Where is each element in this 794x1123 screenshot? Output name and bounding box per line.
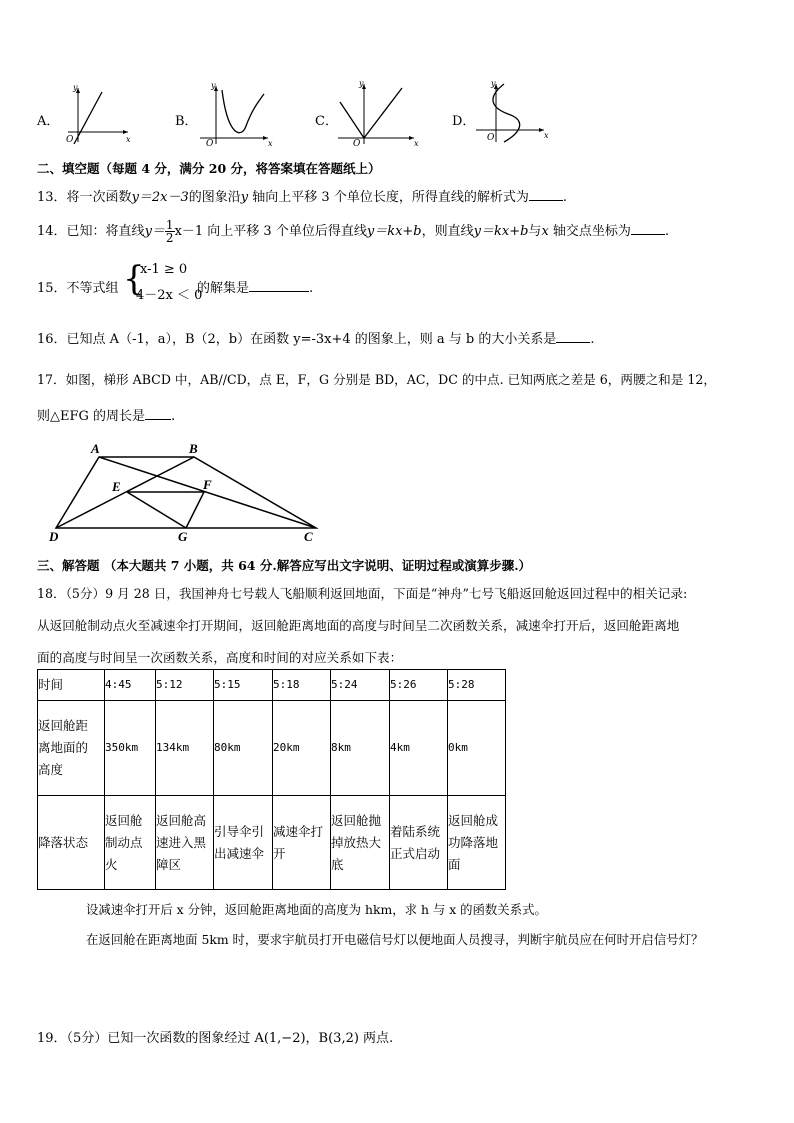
svg-text:x: x: [268, 139, 273, 146]
table-cell: 4km: [390, 701, 448, 796]
inequality-2: 4－2x ＜ 0: [136, 288, 203, 303]
choice-b-label: B．: [175, 114, 198, 129]
trapezoid-figure: [44, 440, 334, 546]
table-cell: 5:18: [273, 670, 331, 701]
question-16: 16．已知点 A（-1，a），B（2，b）在函数 y=-3x+4 的图象上，则 a 与 b 的大小关系是 .: [37, 328, 595, 347]
vertex-d-label: D: [49, 529, 59, 544]
choice-c-label: C．: [315, 114, 338, 129]
question-18-line1: 18．（5分）9 月 28 日，我国神舟七号载人飞船顺利返回地面，下面是“神舟”七号飞船返回舱返回过程中的相关记录:: [37, 586, 688, 601]
answer-blank[interactable]: [529, 187, 563, 201]
table-cell: 引导伞引 出减速伞: [214, 796, 273, 890]
question-15-suffix: 的解集是 .: [197, 277, 313, 296]
table-cell: 5:24: [331, 670, 390, 701]
table-cell: 5:12: [156, 670, 214, 701]
question-19: 19．（5分）已知一次函数的图象经过 A(1,−2)，B(3,2) 两点.: [37, 1031, 394, 1046]
svg-text:O: O: [206, 139, 214, 146]
choice-a-graph: [64, 80, 140, 146]
table-cell: 返回舱 制动点 火: [105, 796, 156, 890]
y-axis-label: y: [73, 83, 78, 92]
table-row-time: [38, 670, 506, 701]
table-cell: 着陆系统 正式启动: [390, 796, 448, 890]
question-15-prefix: 15．不等式组: [37, 281, 119, 296]
svg-text:x: x: [544, 131, 549, 140]
svg-text:y: y: [359, 79, 364, 88]
inequality-1: x-1 ≥ 0: [140, 262, 188, 277]
choice-d-label: D．: [452, 114, 476, 129]
table-row-state: [38, 796, 506, 890]
svg-text:y: y: [491, 79, 496, 88]
choice-a-label: A．: [37, 114, 60, 129]
x-axis-label: x: [126, 135, 131, 144]
table-header-state: 降落状态: [38, 796, 105, 890]
table-row-height: [38, 701, 506, 796]
table-cell: 返回舱高 速进入黑 障区: [156, 796, 214, 890]
landing-data-table: [37, 669, 506, 890]
svg-text:O: O: [487, 133, 495, 143]
choice-c-graph: [336, 78, 422, 146]
table-cell: 减速伞打 开: [273, 796, 331, 890]
table-cell: 8km: [331, 701, 390, 796]
fraction-one-half: $\frac{1}{2}$: [165, 218, 174, 245]
choice-d-graph: [474, 78, 554, 144]
question-18-line3: 面的高度与时间呈一次函数关系，高度和时间的对应关系如下表：: [37, 650, 403, 665]
point-e-label: E: [112, 479, 121, 494]
section-3-heading: 三、解答题 （本大题共 7 小题，共 64 分.解答应写出文字说明、证明过程或演算步骤.）: [37, 558, 532, 573]
svg-text:O: O: [353, 139, 361, 146]
table-cell: 134km: [156, 701, 214, 796]
table-cell: 5:15: [214, 670, 273, 701]
point-f-label: F: [203, 477, 212, 492]
answer-blank[interactable]: [249, 278, 309, 292]
question-18-line2: 从返回舱制动点火至减速伞打开期间，返回舱距离地面的高度与时间呈二次函数关系，减速伞打开后，返回舱距离地: [37, 618, 680, 633]
svg-text:x: x: [414, 139, 419, 146]
svg-text:y: y: [211, 81, 216, 90]
system-brace: {: [123, 259, 145, 299]
table-cell: 20km: [273, 701, 331, 796]
vertex-b-label: B: [189, 441, 198, 456]
question-18-sub1: 设减速伞打开后 x 分钟，返回舱距离地面的高度为 hkm，求 h 与 x 的函数关系式。: [86, 902, 547, 917]
table-cell: 5:26: [390, 670, 448, 701]
origin-label: O: [66, 135, 74, 145]
table-cell: 350km: [105, 701, 156, 796]
point-g-label: G: [178, 529, 188, 544]
table-cell: 返回舱抛 掉放热大 底: [331, 796, 390, 890]
table-header-time: 时间: [38, 670, 105, 701]
question-17-line1: 17．如图，梯形 ABCD 中，AB//CD，点 E，F，G 分别是 BD，AC，DC 的中点. 已知两底之差是 6，两腰之和是 12，: [37, 372, 716, 387]
answer-blank[interactable]: [631, 221, 665, 235]
choice-b-graph: [198, 80, 278, 146]
table-cell: 返回舱成 功降落地 面: [448, 796, 506, 890]
question-13: 13．将一次函数y＝2x－3的图象沿y 轴向上平移 3 个单位长度，所得直线的解析式为 .: [37, 186, 567, 205]
table-cell: 0km: [448, 701, 506, 796]
vertex-a-label: A: [91, 441, 100, 456]
section-2-heading: 二、填空题（每题 4 分，满分 20 分，将答案填在答题纸上）: [37, 161, 381, 176]
table-cell: 4:45: [105, 670, 156, 701]
question-14: 14．已知：将直线y＝ $\frac{1}{2}$ x－1 向上平移 3 个单位后得直线y＝kx+b，则直线y＝kx+b与x 轴交点坐标为 .: [37, 218, 670, 245]
question-18-sub2: 在返回舱在距离地面 5km 时，要求宇航员打开电磁信号灯以便地面人员搜寻，判断宇航员应在何时开启信号灯？: [86, 932, 704, 947]
table-cell: 5:28: [448, 670, 506, 701]
question-17-line2: 则△EFG 的周长是 .: [37, 405, 175, 424]
table-cell: 80km: [214, 701, 273, 796]
vertex-c-label: C: [304, 529, 313, 544]
answer-blank[interactable]: [556, 329, 590, 343]
table-header-height: 返回舱距 离地面的 高度: [38, 701, 105, 796]
answer-blank[interactable]: [145, 406, 171, 420]
